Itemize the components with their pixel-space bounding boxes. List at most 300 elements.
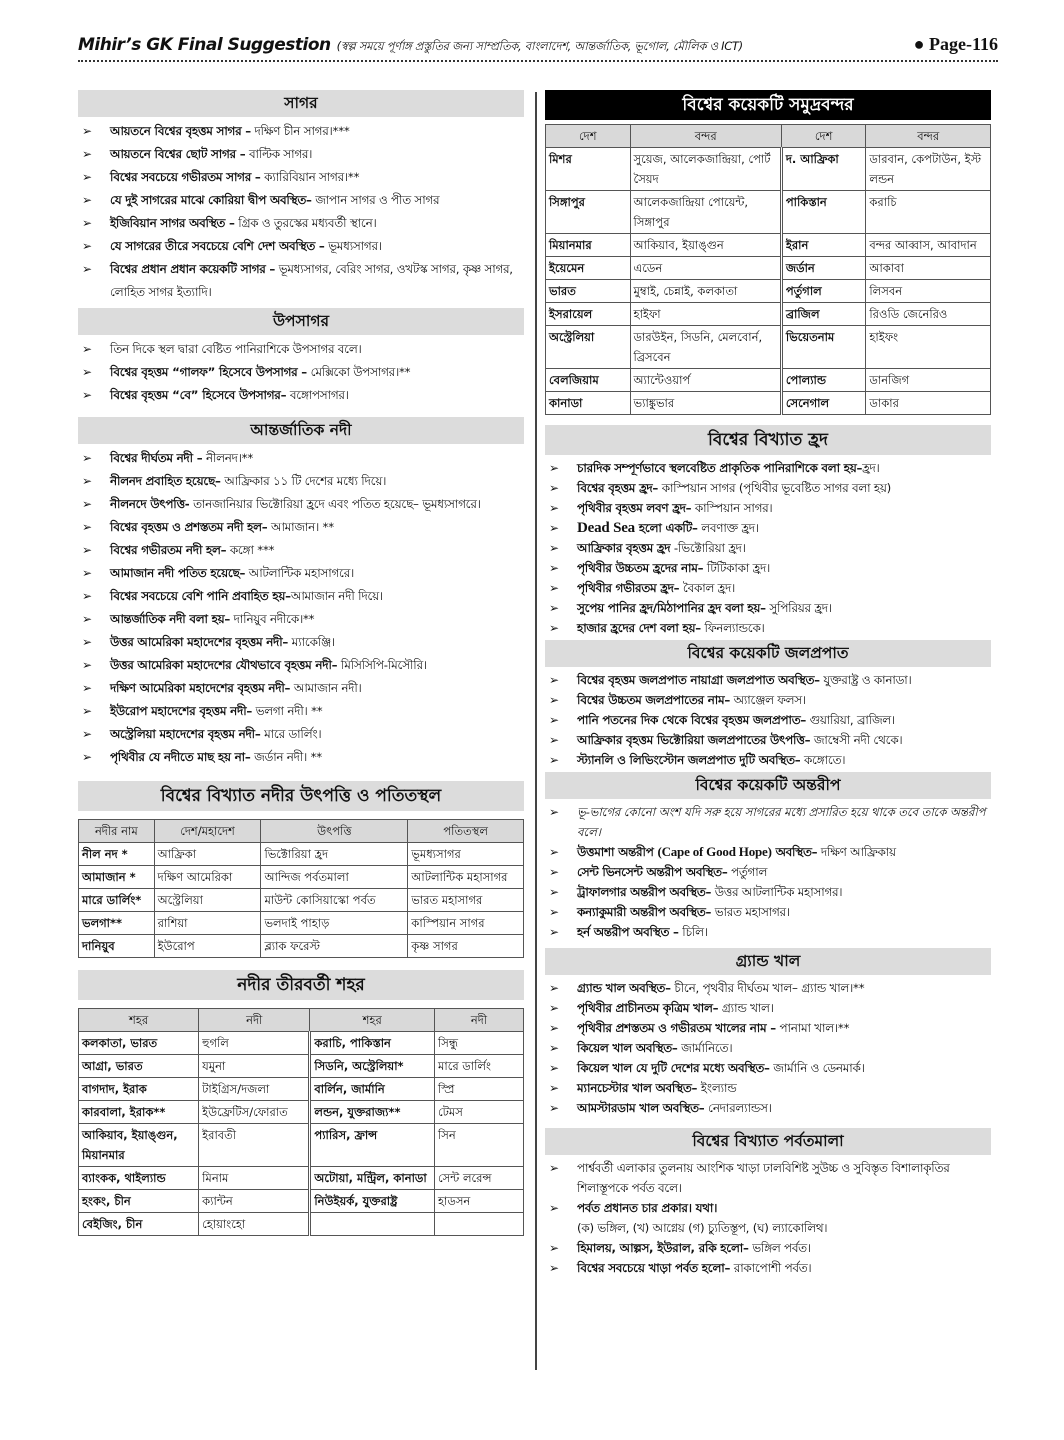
table-cell: ভিক্টোরিয়া হ্রদ	[261, 843, 408, 866]
table-cell: জর্ডান	[781, 257, 866, 280]
table-cell: অটোয়া, মন্ট্রিল, কানাডা	[310, 1167, 435, 1190]
item-question: আয়তনে বিশ্বের ছোট সাগর –	[110, 147, 246, 161]
column-header: নদী	[434, 1009, 523, 1032]
item-question: নীলনদ প্রবাহিত হয়েছে–	[110, 474, 221, 488]
table-row	[546, 280, 991, 303]
item-question: ইজিবিয়ান সাগর অবস্থিত –	[110, 216, 235, 230]
arrowhead-bullet-icon: ➢	[549, 1081, 559, 1095]
list-item	[545, 558, 991, 578]
table-cell: ক্যান্টন	[199, 1190, 310, 1213]
item-question: হলো একটি–	[634, 521, 698, 535]
left-column	[78, 90, 524, 1236]
table-cell: হাইফা	[630, 303, 781, 326]
item-answer: কাস্পিয়ান সাগর।	[691, 501, 773, 515]
item-answer: ভূমধ্যসাগর, বেরিং সাগর, ওখটস্ক সাগর, কৃষ্ণ সাগর, লোহিত সাগর ইত্যাদি।	[110, 262, 513, 299]
table-cell: কানাডা	[546, 392, 631, 415]
page-number: ● Page-116	[913, 34, 998, 54]
item-answer: আফ্রিকার ১১ টি দেশের মধ্যে দিয়ে।	[220, 474, 387, 488]
item-answer: বাল্টিক সাগর।	[245, 147, 313, 161]
column-header: বন্দর	[630, 125, 781, 148]
arrowhead-bullet-icon: ➢	[549, 1161, 559, 1175]
list-item	[78, 493, 524, 516]
sagor-list	[78, 120, 524, 304]
list-item	[78, 361, 524, 384]
arrowhead-bullet-icon: ➢	[549, 733, 559, 747]
list-item	[545, 670, 991, 690]
item-answer: জার্মানিতে।	[677, 1041, 733, 1055]
mountains-definition	[545, 1158, 991, 1198]
table-cell: কলকাতা, ভারত	[79, 1032, 199, 1055]
list-item	[78, 677, 524, 700]
table-cell: ইয়েমেন	[546, 257, 631, 280]
table-cell: অ্যান্টেওয়ার্প	[630, 369, 781, 392]
item-answer: জার্মানি ও ডেনমার্ক।	[769, 1061, 865, 1075]
table-cell: আমাজান *	[79, 866, 155, 889]
item-question: সুপেয় পানির হ্রদ/মিঠাপানির হ্রদ বলা হয়–	[577, 601, 766, 615]
mountains-types-answer: (ক) ভঙ্গিল, (খ) আগ্নেয় (গ) চ্যুতিস্তূপ, (ঘ) ল্যাকোলিথ।	[577, 1221, 828, 1235]
table-cell: ব্ল্যাক ফরেস্ট	[261, 935, 408, 958]
table-cell: করাচি	[866, 191, 991, 234]
arrowhead-bullet-icon: ➢	[82, 147, 92, 161]
mountains-types-question: পর্বত প্রধানত চার প্রকার। যথা।	[577, 1201, 718, 1215]
item-answer: ভূমধ্যসাগর।	[324, 239, 382, 253]
table-cell: নীল নদ *	[79, 843, 155, 866]
item-answer: মিসিসিপি-মিসৌরি।	[337, 658, 427, 672]
table-row	[79, 1124, 524, 1167]
item-question: আমাজান নদী পতিত হয়েছে–	[110, 566, 246, 580]
table-cell: ব্রাজিল	[781, 303, 866, 326]
arrowhead-bullet-icon: ➢	[549, 521, 559, 535]
list-item	[545, 842, 991, 862]
page-header	[78, 34, 998, 60]
table-cell: ভারত	[546, 280, 631, 303]
arrowhead-bullet-icon: ➢	[549, 1041, 559, 1055]
table-cell: সুয়েজ, আলেকজান্দ্রিয়া, পোর্ট সৈয়দ	[630, 148, 781, 191]
river-cities-table	[78, 1008, 524, 1236]
list-item	[545, 902, 991, 922]
table-header-row	[79, 820, 524, 843]
column-header: শহর	[79, 1009, 199, 1032]
list-item	[545, 998, 991, 1018]
table-row	[79, 1032, 524, 1055]
item-answer: কাস্পিয়ান সাগর (পৃথিবীর ভূবেষ্টিত সাগর বলা হয়)	[658, 481, 892, 495]
canal-list	[545, 978, 991, 1118]
table-row	[546, 148, 991, 191]
list-item	[545, 498, 991, 518]
table-cell: বাগদাদ, ইরাক	[79, 1078, 199, 1101]
arrowhead-bullet-icon: ➢	[82, 612, 92, 626]
list-item	[545, 1258, 991, 1278]
table-cell: ব্যাংকক, থাইল্যান্ড	[79, 1167, 199, 1190]
table-cell: আলেকজান্দ্রিয়া পোয়েন্ট, সিঙ্গাপুর	[630, 191, 781, 234]
table-row	[546, 303, 991, 326]
list-item	[545, 730, 991, 750]
table-cell: ইউফ্রেটিস/ফোরাত	[199, 1101, 310, 1124]
list-item	[78, 338, 524, 361]
arrowhead-bullet-icon: ➢	[82, 388, 92, 402]
list-item	[545, 750, 991, 770]
item-question: হিমালয়, আল্পস, ইউরাল, রকি হলো–	[577, 1241, 749, 1255]
item-answer: বঙ্গোপসাগর।	[286, 388, 349, 402]
list-item	[78, 746, 524, 769]
table-cell: দানিয়ুব	[79, 935, 155, 958]
table-cell	[434, 1213, 523, 1236]
item-question: বিশ্বের উচ্চতম জলপ্রপাতের নাম–	[577, 693, 731, 707]
list-item	[545, 1238, 991, 1258]
list-item	[78, 631, 524, 654]
arrowhead-bullet-icon: ➢	[82, 124, 92, 138]
item-question: আয়তনে বিশ্বের বৃহত্তম সাগর –	[110, 124, 251, 138]
item-answer: নীলনদ।**	[202, 451, 254, 465]
table-cell: দ. আফ্রিকা	[781, 148, 866, 191]
item-answer: ক্যারিবিয়ান সাগর।**	[260, 170, 360, 184]
item-question: যে দুই সাগরের মাঝে কোরিয়া দ্বীপ অবস্থিত–	[110, 193, 312, 207]
mountains-definition-text: পার্শ্ববর্তী এলাকার তুলনায় আংশিক খাড়া ঢালবিশিষ্ট সুউচ্চ ও সুবিস্তৃত বিশালাকৃতির শিলাস্তূপকে পর্বত বলে।	[577, 1161, 950, 1195]
item-question: কিয়েল খাল যে দুটি দেশের মধ্যে অবস্থিত–	[577, 1061, 770, 1075]
arrowhead-bullet-icon: ➢	[82, 474, 92, 488]
table-row	[546, 369, 991, 392]
item-question: বিশ্বের বৃহত্তম জলপ্রপাত নায়াগ্রা জলপ্রপাত অবস্থিত–	[577, 673, 820, 687]
table-row	[79, 1055, 524, 1078]
item-answer: ম্যাকেঞ্জি।	[288, 635, 335, 649]
table-cell: অস্ট্রেলিয়া	[154, 889, 261, 912]
item-question: নীলনদে উৎপত্তি-	[110, 497, 190, 511]
arrowhead-bullet-icon: ➢	[82, 750, 92, 764]
nodi-list	[78, 447, 524, 769]
arrowhead-bullet-icon: ➢	[549, 1061, 559, 1075]
table-cell: ইউরোপ	[154, 935, 261, 958]
table-cell: মিশর	[546, 148, 631, 191]
table-cell: এডেন	[630, 257, 781, 280]
arrowhead-bullet-icon: ➢	[549, 621, 559, 635]
item-question: আফ্রিকার বৃহত্তম হ্রদ	[577, 541, 671, 555]
arrowhead-bullet-icon: ➢	[549, 1101, 559, 1115]
table-cell: সেন্ট লরেন্স	[434, 1167, 523, 1190]
item-answer: আমাজান নদী।	[290, 681, 362, 695]
item-question: পৃথিবীর প্রশস্ততম ও গভীরতম খালের নাম –	[577, 1021, 776, 1035]
list-item	[545, 478, 991, 498]
table-cell: পর্তুগাল	[781, 280, 866, 303]
table-cell: সিডনি, অস্ট্রেলিয়া*	[310, 1055, 435, 1078]
item-question: বিশ্বের প্রধান প্রধান কয়েকটি সাগর –	[110, 262, 276, 276]
item-question: বিশ্বের বৃহত্তম হ্রদ–	[577, 481, 659, 495]
item-question-en: Dead Sea	[577, 520, 635, 536]
item-answer: সুপিরিয়র হ্রদ।	[765, 601, 832, 615]
arrowhead-bullet-icon: ➢	[82, 543, 92, 557]
arrowhead-bullet-icon: ➢	[82, 658, 92, 672]
table-row	[79, 866, 524, 889]
item-answer: মেক্সিকো উপসাগর।**	[307, 365, 411, 379]
list-item	[545, 1058, 991, 1078]
arrowhead-bullet-icon: ➢	[549, 581, 559, 595]
table-cell: আটলান্টিক মহাসাগর	[408, 866, 524, 889]
table-row	[79, 843, 524, 866]
list-item	[545, 1078, 991, 1098]
list-item	[78, 539, 524, 562]
item-question: পৃথিবীর যে নদীতে মাছ হয় না–	[110, 750, 251, 764]
item-question-suffix: অবস্থিত–	[771, 845, 818, 859]
list-item	[545, 578, 991, 598]
item-answer: জর্ডান নদী। **	[250, 750, 322, 764]
item-answer: গুয়ারিয়া, ব্রাজিল।	[806, 713, 895, 727]
section-title-canal: গ্র্যান্ড খাল	[545, 948, 991, 975]
list-item	[78, 608, 524, 631]
list-item	[545, 598, 991, 618]
mountains-intro	[545, 1158, 991, 1238]
item-answer: দক্ষিণ আফ্রিকায়	[817, 845, 896, 859]
table-row	[546, 191, 991, 234]
item-question: বিশ্বের সবচেয়ে বেশি পানি প্রবাহিত হয়–	[110, 589, 291, 603]
arrowhead-bullet-icon: ➢	[82, 635, 92, 649]
section-title-lakes: বিশ্বের বিখ্যাত হ্রদ	[545, 425, 991, 455]
item-answer: জাপান সাগর ও পীত সাগর	[311, 193, 440, 207]
list-item	[545, 458, 991, 478]
section-title-sagor: সাগর	[78, 90, 524, 117]
item-answer: পানামা খাল।**	[775, 1021, 850, 1035]
river-origin-table	[78, 819, 524, 958]
list-item	[78, 384, 524, 407]
arrowhead-bullet-icon: ➢	[82, 589, 92, 603]
column-divider	[535, 92, 537, 1370]
table-header-row	[546, 125, 991, 148]
table-row	[79, 1167, 524, 1190]
item-question: বিশ্বের সবচেয়ে গভীরতম সাগর –	[110, 170, 261, 184]
item-question: পৃথিবীর প্রাচীনতম কৃত্রিম খাল–	[577, 1001, 719, 1015]
table-cell: মিনাম	[199, 1167, 310, 1190]
list-item	[545, 978, 991, 998]
table-cell: ভারত মহাসাগর	[408, 889, 524, 912]
table-cell: পাকিস্তান	[781, 191, 866, 234]
list-item	[78, 143, 524, 166]
table-cell: সিঙ্গাপুর	[546, 191, 631, 234]
column-header: শহর	[310, 1009, 435, 1032]
item-question: হর্ন অন্তরীপ অবস্থিত –	[577, 925, 679, 939]
item-question: সেন্ট ভিনসেন্ট অন্তরীপ অবস্থিত–	[577, 865, 728, 879]
item-answer: ফিনল্যান্ডকে।	[700, 621, 765, 635]
arrowhead-bullet-icon: ➢	[549, 1261, 559, 1275]
table-cell: মাউন্ট কোসিয়াস্কো পর্বত	[261, 889, 408, 912]
item-question: স্ট্যানলি ও লিভিংস্টোন জলপ্রপাত দুটি অবস্থিত–	[577, 753, 801, 767]
arrowhead-bullet-icon: ➢	[549, 753, 559, 767]
right-column	[545, 90, 991, 1278]
table-cell: আন্দিজ পর্বতমালা	[261, 866, 408, 889]
item-question: উত্তর আমেরিকা মহাদেশের যৌথভাবে বৃহত্তম নদী–	[110, 658, 338, 672]
list-item	[78, 235, 524, 258]
list-item	[78, 447, 524, 470]
table-cell: ডারউইন, সিডনি, মেলবোর্ন, ব্রিসবেন	[630, 326, 781, 369]
item-answer: বৈকাল হ্রদ।	[679, 581, 736, 595]
table-cell: রিওডি জেনেরিও	[866, 303, 991, 326]
arrowhead-bullet-icon: ➢	[549, 461, 559, 475]
arrowhead-bullet-icon: ➢	[549, 925, 559, 939]
list-item	[78, 654, 524, 677]
table-cell: আকিয়াব, ইয়াঙ্গুন, মিয়ানমার	[79, 1124, 199, 1167]
arrowhead-bullet-icon: ➢	[549, 501, 559, 515]
table-cell: ডাকার	[866, 392, 991, 415]
arrowhead-bullet-icon: ➢	[82, 193, 92, 207]
item-answer: ভঙ্গিল পর্বত।	[748, 1241, 811, 1255]
table-row	[546, 392, 991, 415]
table-row	[79, 1190, 524, 1213]
table-cell: দক্ষিণ আমেরিকা	[154, 866, 261, 889]
capes-definition	[545, 802, 991, 842]
item-answer: আটলান্টিক মহাসাগরে।	[245, 566, 355, 580]
item-answer: ভলগা নদী। **	[252, 704, 323, 718]
table-cell: মুম্বাই, চেন্নাই, কলকাতা	[630, 280, 781, 303]
table-cell: টেমস	[434, 1101, 523, 1124]
item-question: উত্তর আমেরিকা মহাদেশের বৃহত্তম নদী–	[110, 635, 289, 649]
list-item	[545, 1038, 991, 1058]
arrowhead-bullet-icon: ➢	[82, 497, 92, 511]
arrowhead-bullet-icon: ➢	[549, 865, 559, 879]
item-question: চারদিক সম্পূর্ণভাবে স্থলবেষ্টিত প্রাকৃতিক পানিরাশিকে বলা হয়–	[577, 461, 863, 475]
table-cell: ভলদাই পাহাড়	[261, 912, 408, 935]
item-question: পৃথিবীর উচ্চতম হ্রদের নাম–	[577, 561, 704, 575]
table-row	[79, 935, 524, 958]
item-answer: যুক্তরাষ্ট্র ও কানাডা।	[819, 673, 912, 687]
item-question: ম্যানচেস্টার খাল অবস্থিত–	[577, 1081, 698, 1095]
column-header: বন্দর	[866, 125, 991, 148]
table-cell: ইরাবতী	[199, 1124, 310, 1167]
table-cell: ভলগা**	[79, 912, 155, 935]
list-item	[545, 922, 991, 942]
list-item	[78, 585, 524, 608]
arrowhead-bullet-icon: ➢	[549, 885, 559, 899]
table-cell: আকিয়াব, ইয়াঙ্গুন	[630, 234, 781, 257]
capes-list	[545, 802, 991, 842]
uposagor-list	[78, 338, 524, 407]
list-item	[78, 516, 524, 539]
item-answer: নেদারল্যান্ডস।	[704, 1101, 772, 1115]
column-header: উৎপত্তি	[261, 820, 408, 843]
list-item	[545, 518, 991, 538]
list-item	[78, 189, 524, 212]
lakes-list	[545, 458, 991, 638]
table-cell: ভ্যাঙ্কুভার	[630, 392, 781, 415]
item-question: আন্তর্জাতিক নদী বলা হয়–	[110, 612, 231, 626]
table-cell: যমুনা	[199, 1055, 310, 1078]
ports-table	[545, 124, 991, 415]
item-answer: তিন দিকে স্থল দ্বারা বেষ্টিত পানিরাশিকে উপসাগর বলে।	[110, 342, 362, 356]
header-subtitle: (স্বল্প সময়ে পূর্ণাঙ্গ প্রস্তুতির জন্য সাম্প্রতিক, বাংলাদেশ, আন্তর্জাতিক, ভূগোল, মৌলিক ও ICT)	[336, 39, 743, 53]
table-cell: মারে ডার্লিং	[434, 1055, 523, 1078]
arrowhead-bullet-icon: ➢	[549, 1201, 559, 1215]
table-cell: স্প্রি	[434, 1078, 523, 1101]
table-cell: লন্ডন, যুক্তরাজ্য**	[310, 1101, 435, 1124]
list-item	[78, 562, 524, 585]
table-cell: সিন	[434, 1124, 523, 1167]
arrowhead-bullet-icon: ➢	[82, 365, 92, 379]
table-cell: ভিয়েতনাম	[781, 326, 866, 369]
item-question: ইউরোপ মহাদেশের বৃহত্তম নদী–	[110, 704, 253, 718]
item-answer: কঙ্গোতে।	[800, 753, 846, 767]
table-row	[79, 889, 524, 912]
table-cell: আফ্রিকা	[154, 843, 261, 866]
table-cell: সেনেগাল	[781, 392, 866, 415]
list-item	[78, 700, 524, 723]
table-cell: হাইফং	[866, 326, 991, 369]
arrowhead-bullet-icon: ➢	[82, 566, 92, 580]
table-cell: মারে ডার্লিং*	[79, 889, 155, 912]
table-row	[79, 912, 524, 935]
table-cell: সিন্ধু	[434, 1032, 523, 1055]
table-cell: কৃষ্ণ সাগর	[408, 935, 524, 958]
table-row	[79, 1213, 524, 1236]
item-answer: টিটিকাকা হ্রদ।	[703, 561, 770, 575]
arrowhead-bullet-icon: ➢	[549, 1241, 559, 1255]
item-question: বিশ্বের গভীরতম নদী হল–	[110, 543, 227, 557]
item-answer: ভারত মহাসাগর।	[711, 905, 790, 919]
item-answer: দানিয়ুব নদীকে।**	[230, 612, 315, 626]
item-question: কিয়েল খাল অবস্থিত–	[577, 1041, 678, 1055]
item-answer: ইংল্যান্ড	[697, 1081, 737, 1095]
arrowhead-bullet-icon: ➢	[549, 673, 559, 687]
list-item	[545, 538, 991, 558]
table-cell: প্যারিস, ফ্রান্স	[310, 1124, 435, 1167]
capes-definition-text: ভূ-ভাগের কোনো অংশ যদি সরু হয়ে সাগরের মধ্যে প্রসারিত হয়ে থাকে তবে তাকে অন্তরীপ বলে।	[577, 805, 986, 839]
table-cell: রাশিয়া	[154, 912, 261, 935]
arrowhead-bullet-icon: ➢	[82, 170, 92, 184]
list-item	[545, 710, 991, 730]
column-header: নদী	[199, 1009, 310, 1032]
arrowhead-bullet-icon: ➢	[549, 541, 559, 555]
item-question: বিশ্বের বৃহত্তম “বে” হিসেবে উপসাগর–	[110, 388, 287, 402]
item-question: পানি পতনের দিক থেকে বিশ্বের বৃহত্তম জলপ্রপাত–	[577, 713, 807, 727]
section-title-mountains: বিশ্বের বিখ্যাত পর্বতমালা	[545, 1128, 991, 1155]
table-cell: ডানজিগ	[866, 369, 991, 392]
arrowhead-bullet-icon: ➢	[82, 520, 92, 534]
arrowhead-bullet-icon: ➢	[549, 981, 559, 995]
item-answer: -ভিক্টোরিয়া হ্রদ।	[670, 541, 746, 555]
item-question: যে সাগরের তীরে সবচেয়ে বেশি দেশ অবস্থিত –	[110, 239, 325, 253]
table-cell: আকাবা	[866, 257, 991, 280]
table-row	[79, 1078, 524, 1101]
falls-list	[545, 670, 991, 770]
table-cell: কারবালা, ইরাক**	[79, 1101, 199, 1124]
item-answer: রাকাপোশী পর্বত।	[730, 1261, 812, 1275]
arrowhead-bullet-icon: ➢	[549, 1001, 559, 1015]
table-cell: ডারবান, কেপটাউন, ইস্ট লন্ডন	[866, 148, 991, 191]
item-question: গ্র্যান্ড খাল অবস্থিত–	[577, 981, 671, 995]
table-row	[546, 257, 991, 280]
item-question: পৃথিবীর গভীরতম হ্রদ–	[577, 581, 680, 595]
table-cell: বার্লিন, জার্মানি	[310, 1078, 435, 1101]
list-item	[545, 862, 991, 882]
list-item	[545, 1098, 991, 1118]
item-answer: চীনে, পৃথবীর দীর্ঘতম খাল– গ্র্যান্ড খাল।**	[670, 981, 865, 995]
section-title-river-cities: নদীর তীরবর্তী শহর	[78, 970, 524, 1000]
header-dotted-divider	[78, 60, 998, 62]
item-answer: দক্ষিণ চীন সাগর।***	[250, 124, 350, 138]
table-cell: হোয়াংহো	[199, 1213, 310, 1236]
item-answer: কঙ্গো ***	[226, 543, 275, 557]
table-cell: বেইজিং, চীন	[79, 1213, 199, 1236]
column-header: পতিতস্থল	[408, 820, 524, 843]
item-answer: পর্তুগাল	[727, 865, 768, 879]
arrowhead-bullet-icon: ➢	[549, 601, 559, 615]
column-header: দেশ	[781, 125, 866, 148]
item-answer: হ্রদ।	[862, 461, 880, 475]
arrowhead-bullet-icon: ➢	[549, 905, 559, 919]
table-cell: হুগলি	[199, 1032, 310, 1055]
item-answer: আমাজান। **	[267, 520, 334, 534]
item-question: বিশ্বের বৃহত্তম “গালফ” হিসেবে উপসাগর –	[110, 365, 308, 379]
arrowhead-bullet-icon: ➢	[549, 845, 559, 859]
table-cell: করাচি, পাকিস্তান	[310, 1032, 435, 1055]
arrowhead-bullet-icon: ➢	[549, 693, 559, 707]
item-question: পৃথিবীর বৃহত্তম লবণ হ্রদ–	[577, 501, 692, 515]
item-answer: গ্রিক ও তুরস্কের মধ্যবর্তী স্থানে।	[234, 216, 377, 230]
